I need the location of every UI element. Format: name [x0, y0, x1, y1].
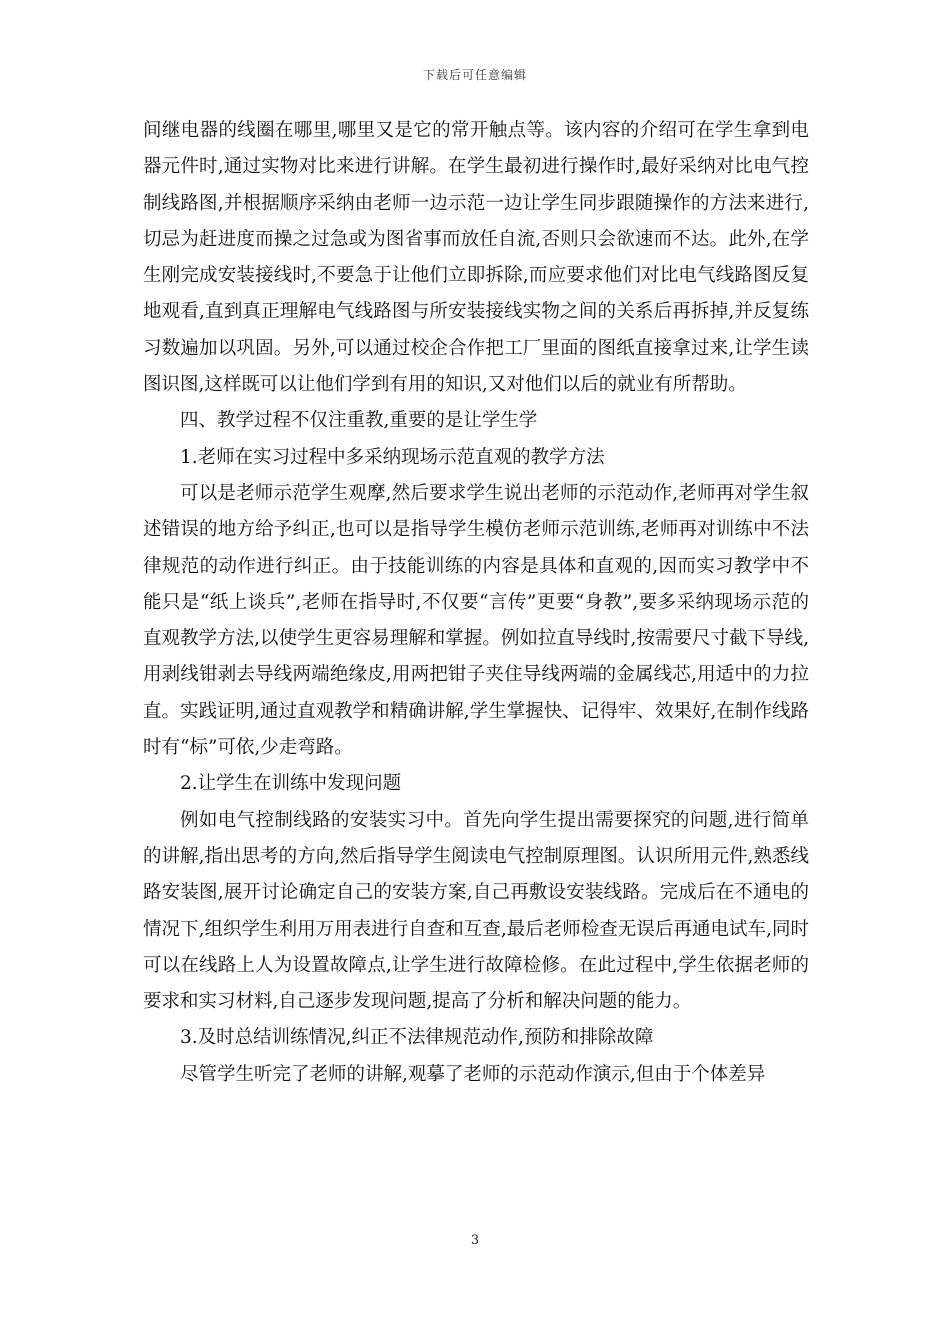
subheading-1: 1.老师在实习过程中多采纳现场示范直观的教学方法 [180, 446, 605, 468]
paragraph-demonstration: 可以是老师示范学生观摩,然后要求学生说出老师的示范动作,老师再对学生叙述错误的地方给予纠正,也可以是指导学生模仿老师示范训练,老师再对训练中不法律规范的动作进行纠正。由于技能训练的内容是具体和直观的,因而实习教学中不能只是“纸上谈兵”,老师在指导时,不仅要“言传”更要“身教”,要多采纳现场示范的直观教学方法,以使学生更容易理解和掌握。例如拉直导线时,按需要尺寸截下导线,用剥线钳剥去导线两端绝缘皮,用两把钳子夹住导线两端的金属线芯,用适中的力拉直。实践证明,通过直观教学和精确讲解,学生掌握快、记得牢、效果好,在制作线路时有“标”可依,少走弯路。 [143, 482, 809, 759]
paragraph-summary: 尽管学生听完了老师的讲解,观摹了老师的示范动作演示,但由于个体差异 [180, 1063, 766, 1085]
paragraph-continuation: 间继电器的线圈在哪里,哪里又是它的常开触点等。该内容的介绍可在学生拿到电器元件时,通过实物对比来进行讲解。在学生最初进行操作时,最好采纳对比电气控制线路图,并根据顺序采纳由老师一边示范一边让学生同步跟随操作的方法来进行,切忌为赶进度而操之过急或为图省事而放任自流,否则只会欲速而不达。此外,在学生刚完成安装接线时,不要急于让他们立即拆除,而应要求他们对比电气线路图反复地观看,直到真正理解电气线路图与所安装接线实物之间的关系后再拆掉,并反复练习数遍加以巩固。另外,可以通过校企合作把工厂里面的图纸直接拿过来,让学生读图识图,这样既可以让他们学到有用的知识,又对他们以后的就业有所帮助。 [143, 120, 809, 396]
page-header: 下载后可任意编辑 [422, 68, 527, 82]
paragraph-discovery: 例如电气控制线路的安装实习中。首先向学生提出需要探究的问题,进行简单的讲解,指出思考的方向,然后指导学生阅读电气控制原理图。认识所用元件,熟悉线路安装图,展开讨论确定自己的安装方案,自己再敷设安装线路。完成后在不通电的情况下,组织学生利用万用表进行自查和互查,最后老师检查无误后再通电试车,同时可以在线路上人为设置故障点,让学生进行故障检修。在此过程中,学生依据老师的要求和实习材料,自己逐步发现问题,提高了分析和解决问题的能力。 [143, 809, 809, 1013]
body-text [143, 113, 809, 1093]
subheading-2: 2.让学生在训练中发现问题 [180, 773, 402, 795]
section-heading: 四、教学过程不仅注重教,重要的是让学生学 [180, 410, 538, 432]
subheading-3: 3.及时总结训练情况,纠正不法律规范动作,预防和排除故障 [180, 1027, 654, 1049]
page-number: 3 [470, 1233, 480, 1248]
